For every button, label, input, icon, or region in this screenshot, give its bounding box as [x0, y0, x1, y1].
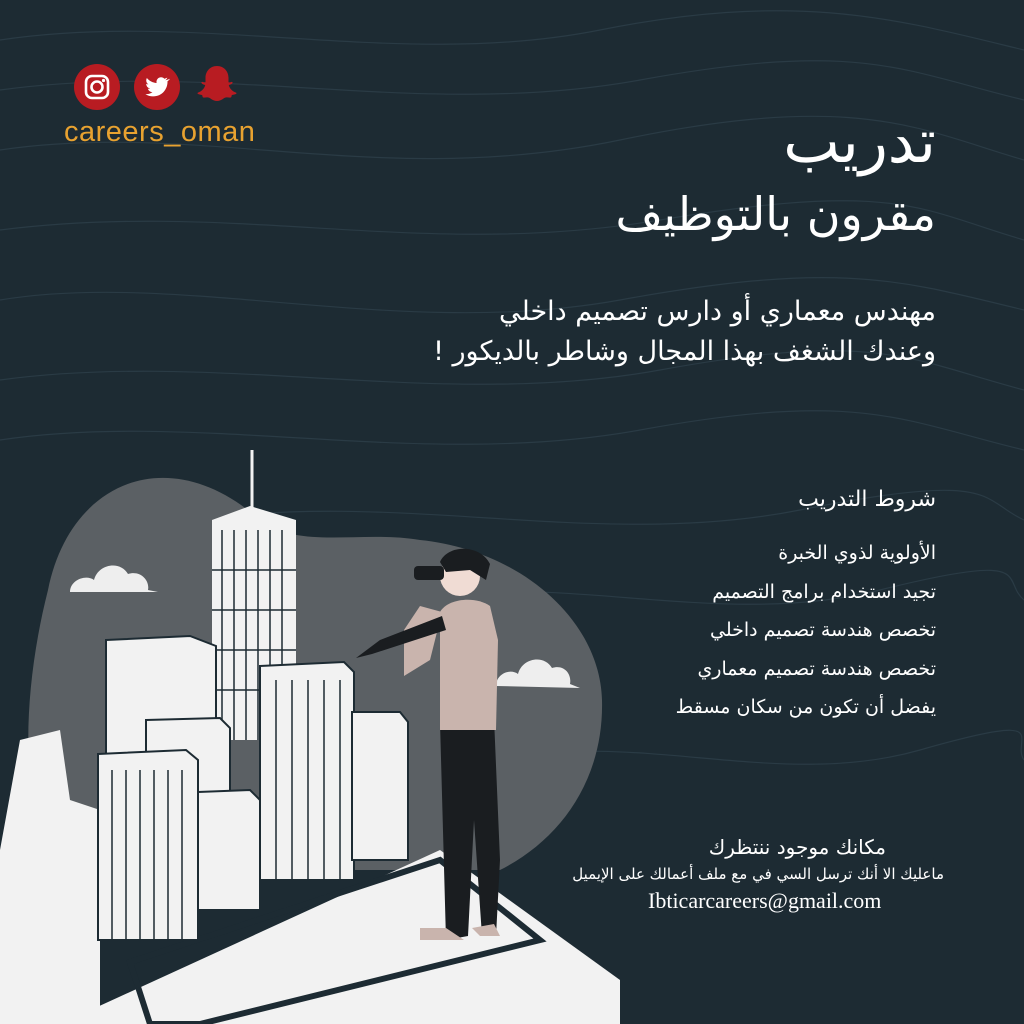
- condition-item: الأولوية لذوي الخبرة: [778, 542, 936, 564]
- social-handle[interactable]: careers_oman: [64, 116, 256, 148]
- condition-item: يفضل أن تكون من سكان مسقط: [675, 696, 936, 718]
- city-illustration: [0, 440, 620, 1024]
- building-front-left: [98, 750, 198, 940]
- binoculars: [414, 566, 444, 580]
- twitter-icon[interactable]: [134, 64, 180, 110]
- condition-item: تجيد استخدام برامج التصميم: [712, 580, 936, 603]
- conditions-list: [676, 534, 936, 727]
- instagram-icon[interactable]: [74, 64, 120, 110]
- building-low-center: [198, 790, 260, 910]
- condition-item: تخصص هندسة تصميم داخلي: [710, 619, 936, 641]
- contact-send-text: ماعليك الا أنك ترسل السي في مع ملف أعمالك على الإيميل: [572, 865, 944, 883]
- contact-place-text: مكانك موجود ننتظرك: [708, 835, 886, 859]
- contact-email[interactable]: Ibticarcareers@gmail.com: [648, 888, 882, 913]
- title-subtitle: مقرون بالتوظيف: [615, 187, 936, 241]
- condition-item: تخصص هندسة تصميم معماري: [697, 657, 936, 680]
- conditions-title: شروط التدريب: [798, 487, 936, 512]
- snapchat-icon[interactable]: [194, 64, 240, 110]
- intro-text: [433, 292, 936, 372]
- intro-line-1: مهندس معماري أو دارس تصميم داخلي: [499, 296, 936, 327]
- intro-line-2: وعندك الشغف بهذا المجال وشاطر بالديكور !: [433, 336, 936, 367]
- building-right: [352, 712, 408, 860]
- title-training: تدريب: [783, 107, 936, 177]
- social-icons: [74, 64, 240, 110]
